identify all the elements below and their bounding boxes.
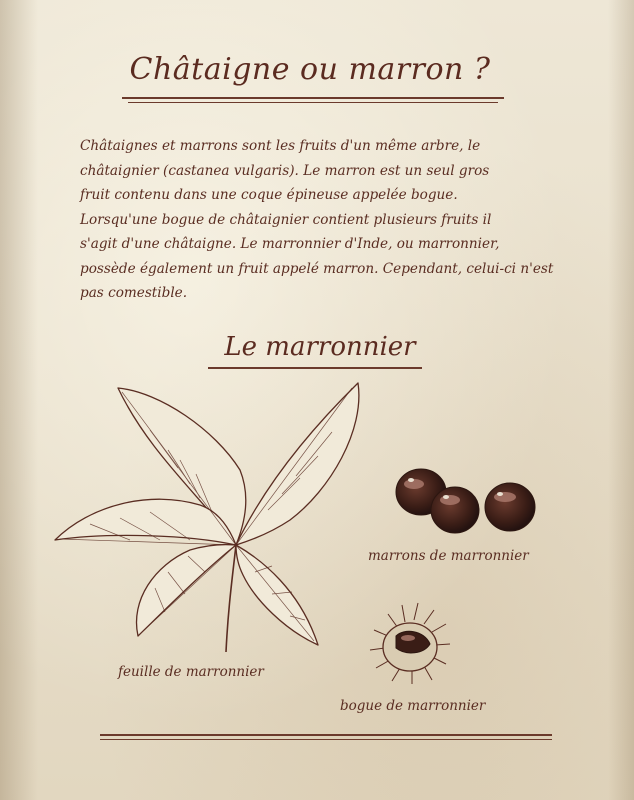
bottom-rule <box>100 734 552 736</box>
leaf-caption: feuille de marronnier <box>118 664 264 680</box>
paragraph-line: s'agit d'une châtaigne. Le marronnier d'Inde, ou marronnier, <box>80 236 500 252</box>
husk-caption: bogue de marronnier <box>340 698 486 714</box>
paragraph-line: châtaignier (castanea vulgaris). Le marron est un seul gros <box>80 162 490 179</box>
nuts-caption: marrons de marronnier <box>368 548 529 564</box>
paragraph-line: pas comestible. <box>80 285 188 301</box>
section-title: Le marronnier <box>224 332 416 362</box>
bottom-rule-secondary <box>100 739 552 740</box>
paragraph-line: Lorsqu'une bogue de châtaignier contient plusieurs fruits il <box>80 211 492 228</box>
paragraph-line: Châtaignes et marrons sont les fruits d'un même arbre, le <box>80 138 481 154</box>
paragraph-line: fruit contenu dans une coque épineuse appelée bogue. <box>80 187 458 203</box>
paragraph-line: possède également un fruit appelé marron. Cependant, celui-ci n'est <box>80 260 554 277</box>
page-title: Châtaigne ou marron ? <box>129 52 491 87</box>
